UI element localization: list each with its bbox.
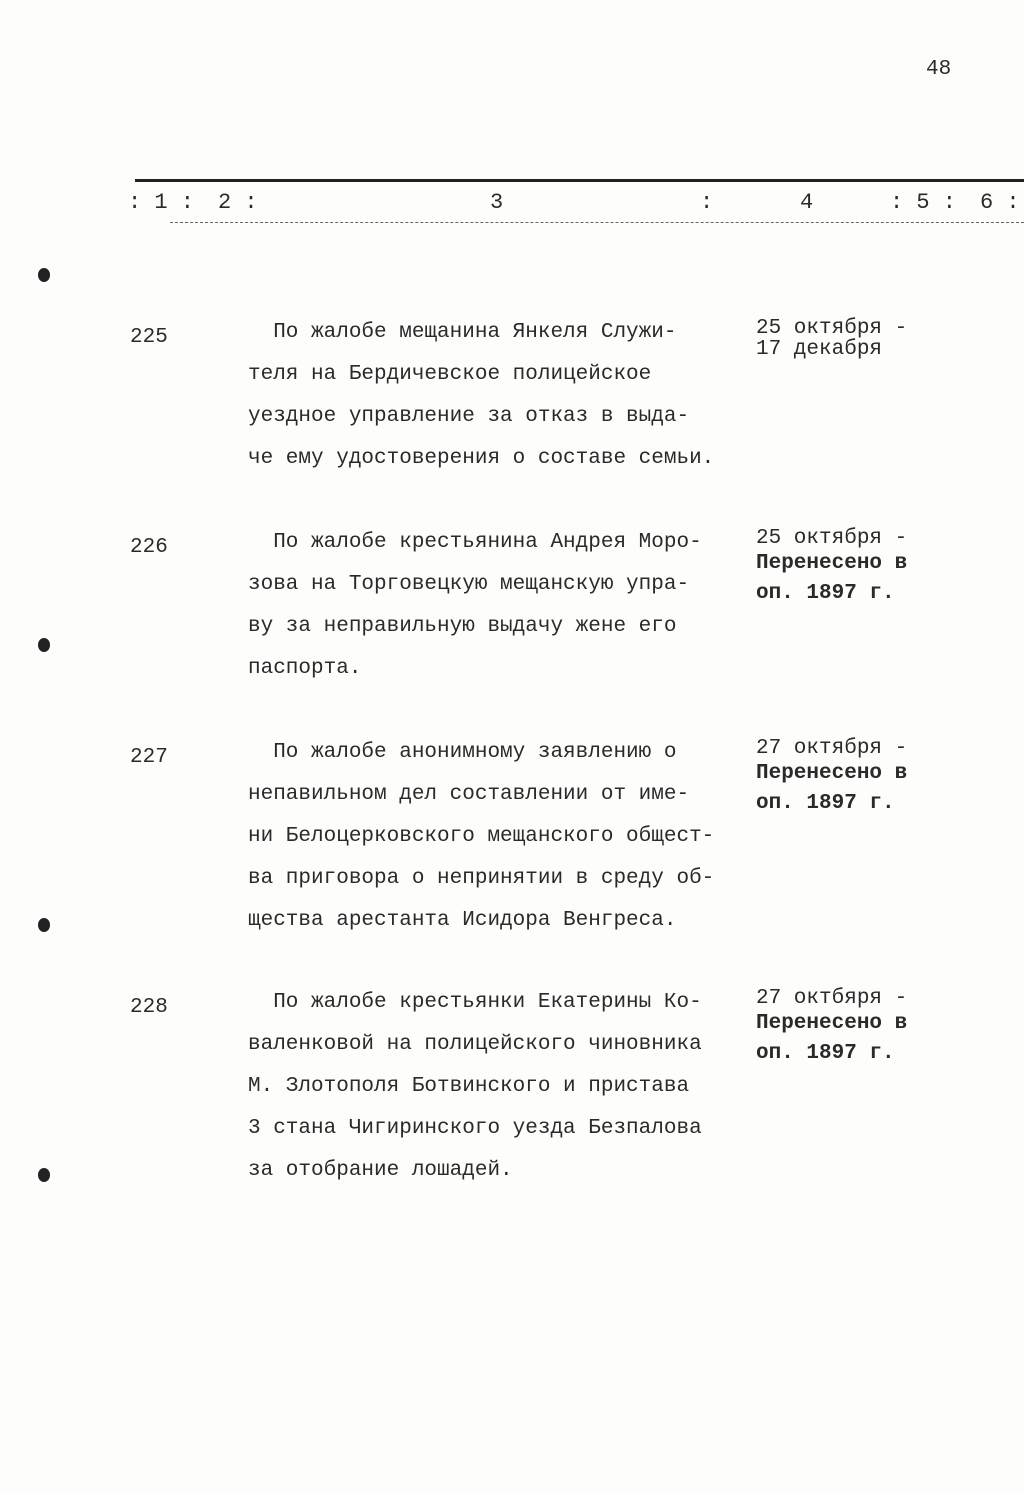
entry-description [248, 522, 702, 690]
column-header-6: 6 : [980, 190, 1020, 215]
description-line: теля на Бердичевское полицейское [248, 363, 652, 386]
header-underline [170, 222, 1024, 223]
description-line: М. Злотополя Ботвинского и пристава [248, 1075, 690, 1098]
entry-description [248, 312, 714, 480]
description-line: за отобрание лошадей. [248, 1159, 513, 1182]
punch-hole [38, 918, 50, 932]
description-line: 3 стана Чигиринского уезда Безпалова [248, 1117, 702, 1140]
column-header-separator: : [700, 190, 714, 215]
column-header-4: 4 [800, 190, 814, 215]
entry-dates [756, 988, 907, 1069]
column-header-2: 2 : [218, 190, 258, 215]
description-line: По жалобе мещанина Янкеля Служи- [248, 321, 677, 344]
transfer-note: оп. 1897 г. [756, 792, 895, 815]
description-line: По жалобе крестьянки Екатерины Ко- [248, 991, 702, 1014]
transfer-note: оп. 1897 г. [756, 1042, 895, 1065]
date-line: 25 октября - [756, 317, 908, 340]
description-line: непавильном дел составлении от име- [248, 783, 690, 806]
description-line: По жалобе анонимному заявлению о [248, 741, 677, 764]
column-header-1: : 1 : [128, 190, 195, 215]
date-line: 27 октября - [756, 737, 908, 760]
description-line: ни Белоцерковского мещанского общест- [248, 825, 715, 848]
description-line: валенковой на полицейского чиновника [248, 1033, 702, 1056]
page-number: 48 [926, 58, 952, 81]
transfer-note: Перенесено в [756, 762, 908, 785]
column-header-5: : 5 : [890, 190, 957, 215]
date-line: 27 октбяря - [756, 987, 908, 1010]
description-line: ву за неправильную выдачу жене его [248, 615, 677, 638]
transfer-note: оп. 1897 г. [756, 582, 895, 605]
transfer-note: Перенесено в [756, 552, 908, 575]
description-line: че ему удостоверения о составе семьи. [248, 447, 715, 470]
description-line: зова на Торговецкую мещанскую упра- [248, 573, 690, 596]
punch-hole [38, 268, 50, 282]
description-line: щества арестанта Исидора Венгреса. [248, 909, 677, 932]
transfer-note: Перенесено в [756, 1012, 908, 1035]
entry-number: 225 [130, 326, 168, 349]
punch-hole [38, 1168, 50, 1182]
entry-number: 227 [130, 746, 168, 769]
description-line: ва приговора о непринятии в среду об- [248, 867, 715, 890]
punch-hole [38, 638, 50, 652]
date-line: 25 октября - [756, 527, 908, 550]
entry-dates [756, 528, 907, 609]
header-rule [135, 179, 1024, 182]
entry-number: 226 [130, 536, 168, 559]
entry-description [248, 982, 702, 1192]
description-line: паспорта. [248, 657, 362, 680]
entry-dates [756, 318, 907, 360]
description-line: уездное управление за отказ в выда- [248, 405, 690, 428]
entry-description [248, 732, 714, 942]
entry-number: 228 [130, 996, 168, 1019]
entry-dates [756, 738, 907, 819]
date-line: 17 декабря [756, 338, 883, 361]
description-line: По жалобе крестьянина Андрея Моро- [248, 531, 702, 554]
column-header-3: 3 [490, 190, 504, 215]
